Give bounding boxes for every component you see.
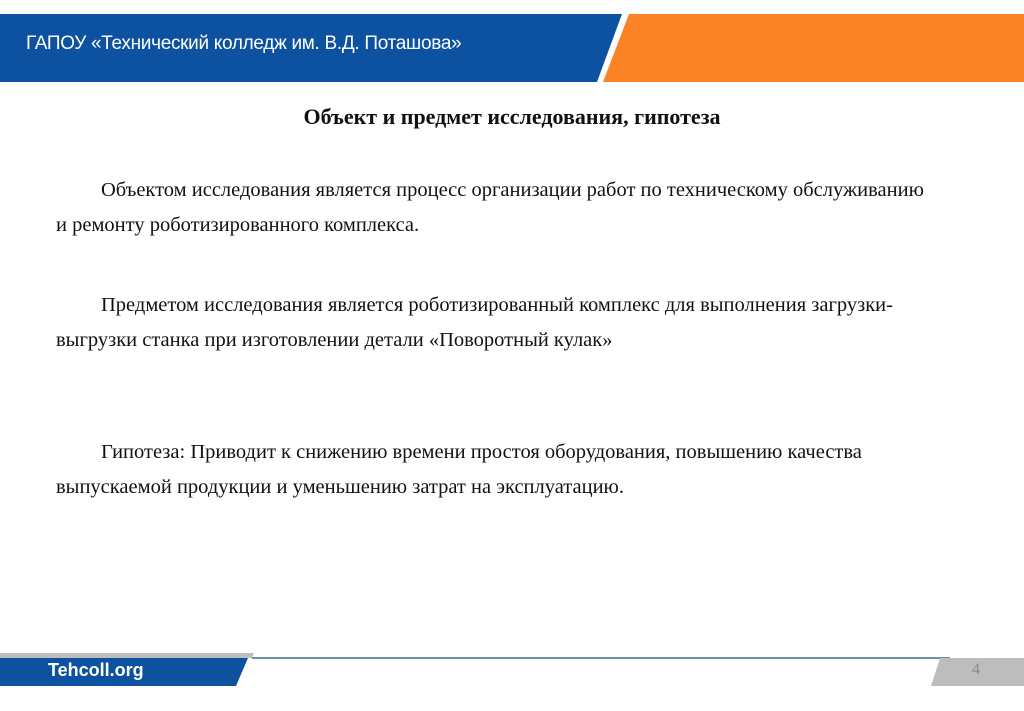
footer-shapes — [0, 640, 1024, 711]
paragraph-subject: Предметом исследования является роботизированный комплекс для выполнения загрузки-выгрузки станка при изготовлении детали «Поворотный кулак» — [56, 294, 893, 351]
organization-name: ГАПОУ «Технический колледж им. В.Д. Поташова» — [26, 33, 462, 54]
page-number: 4 — [972, 661, 980, 678]
slide-title: Объект и предмет исследования, гипотеза — [303, 104, 721, 129]
header-banner — [0, 0, 1024, 100]
paragraph-object: Объектом исследования является процесс организации работ по техническому обслуживанию и ремонту роботизированного комплекса. — [56, 179, 924, 236]
paragraph-hypothesis: Гипотеза: Приводит к снижению времени простоя оборудования, повышению качества выпускаемой продукции и уменьшению затрат на эксплуатацию. — [56, 441, 862, 498]
site-link[interactable]: Tehcoll.org — [48, 660, 144, 680]
